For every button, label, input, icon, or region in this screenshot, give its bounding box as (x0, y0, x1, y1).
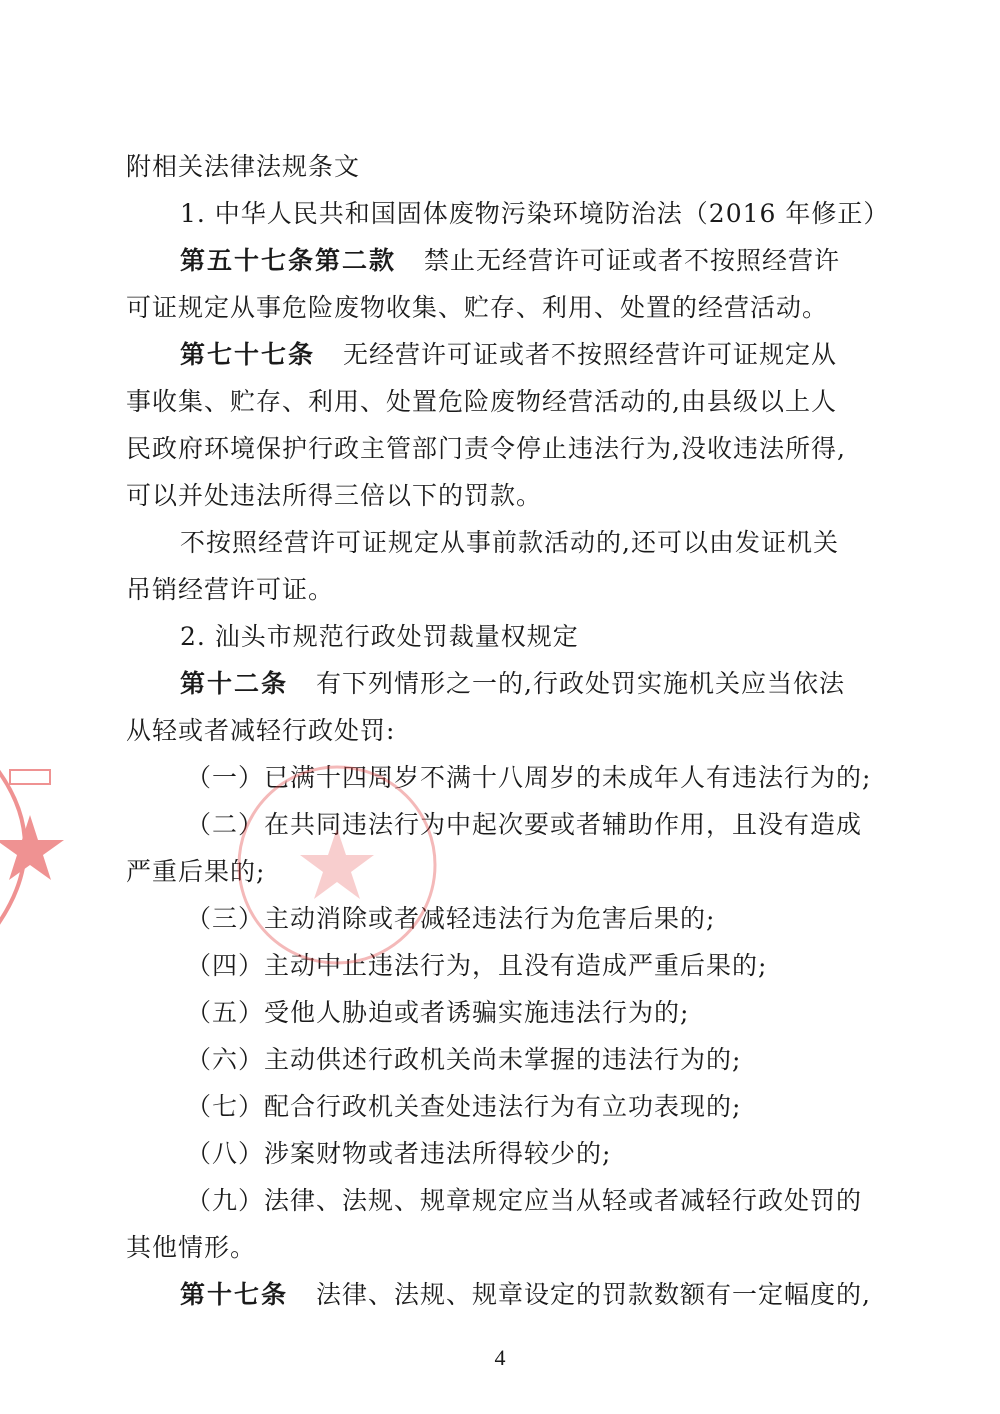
list-item-8: （八）涉案财物或者违法所得较少的; (186, 1139, 612, 1168)
list-item-4: （四）主动中止违法行为，且没有造成严重后果的; (186, 951, 768, 980)
article-57-line-1 (180, 244, 840, 278)
list-item-7: （七）配合行政机关查处违法行为有立功表现的; (186, 1092, 742, 1121)
article-12-text: 有下列情形之一的,行政处罚实施机关应当依法 (316, 669, 845, 698)
official-seal (232, 760, 442, 970)
law1-title: 1. 中华人民共和国固体废物污染环境防治法（2016 年修正） (180, 199, 890, 228)
list-item-9-line-2: 其他情形。 (126, 1233, 257, 1262)
star-icon (0, 815, 64, 880)
list-item-9-line-1: （九）法律、法规、规章规定应当从轻或者减轻行政处罚的 (186, 1186, 863, 1215)
article-77-line-1 (180, 338, 837, 372)
article-57-text: 禁止无经营许可证或者不按照经营许 (424, 246, 841, 275)
article-77-line-2: 事收集、贮存、利用、处置危险废物经营活动的,由县级以上人 (126, 387, 837, 416)
article-17-text: 法律、法规、规章设定的罚款数额有一定幅度的, (316, 1280, 871, 1309)
article-77-line-4: 可以并处违法所得三倍以下的罚款。 (126, 481, 543, 510)
list-item-5: （五）受他人胁迫或者诱骗实施违法行为的; (186, 998, 690, 1027)
article-57-line-2: 可证规定从事危险废物收集、贮存、利用、处置的经营活动。 (126, 293, 829, 322)
seal-text-mark (10, 770, 50, 784)
article-77-text: 无经营许可证或者不按照经营许可证规定从 (343, 340, 838, 369)
attachment-heading: 附相关法律法规条文 (126, 152, 361, 181)
article-77-label: 第七十七条 (180, 340, 316, 369)
law2-title: 2. 汕头市规范行政处罚裁量权规定 (180, 622, 579, 651)
article-77-para2-line-1: 不按照经营许可证规定从事前款活动的,还可以由发证机关 (180, 528, 839, 557)
list-item-1: （一）已满十四周岁不满十八周岁的未成年人有违法行为的; (186, 763, 872, 792)
article-17-line-1 (180, 1278, 871, 1312)
article-77-line-3: 民政府环境保护行政主管部门责令停止违法行为,没收违法所得, (126, 434, 846, 463)
star-icon (300, 828, 374, 899)
partial-seal-left (0, 745, 70, 950)
article-12-line-1 (180, 667, 845, 701)
article-17-label: 第十七条 (180, 1280, 289, 1309)
list-item-6: （六）主动供述行政机关尚未掌握的违法行为的; (186, 1045, 742, 1074)
list-item-2-line-1: （二）在共同违法行为中起次要或者辅助作用，且没有造成 (186, 810, 863, 839)
list-item-2-line-2: 严重后果的; (126, 857, 266, 886)
page-number: 4 (494, 1345, 506, 1370)
list-item-3: （三）主动消除或者减轻违法行为危害后果的; (186, 904, 716, 933)
article-57-label: 第五十七条第二款 (180, 246, 397, 275)
article-77-para2-line-2: 吊销经营许可证。 (126, 575, 335, 604)
article-12-line-2: 从轻或者减轻行政处罚: (126, 716, 396, 745)
article-12-label: 第十二条 (180, 669, 289, 698)
